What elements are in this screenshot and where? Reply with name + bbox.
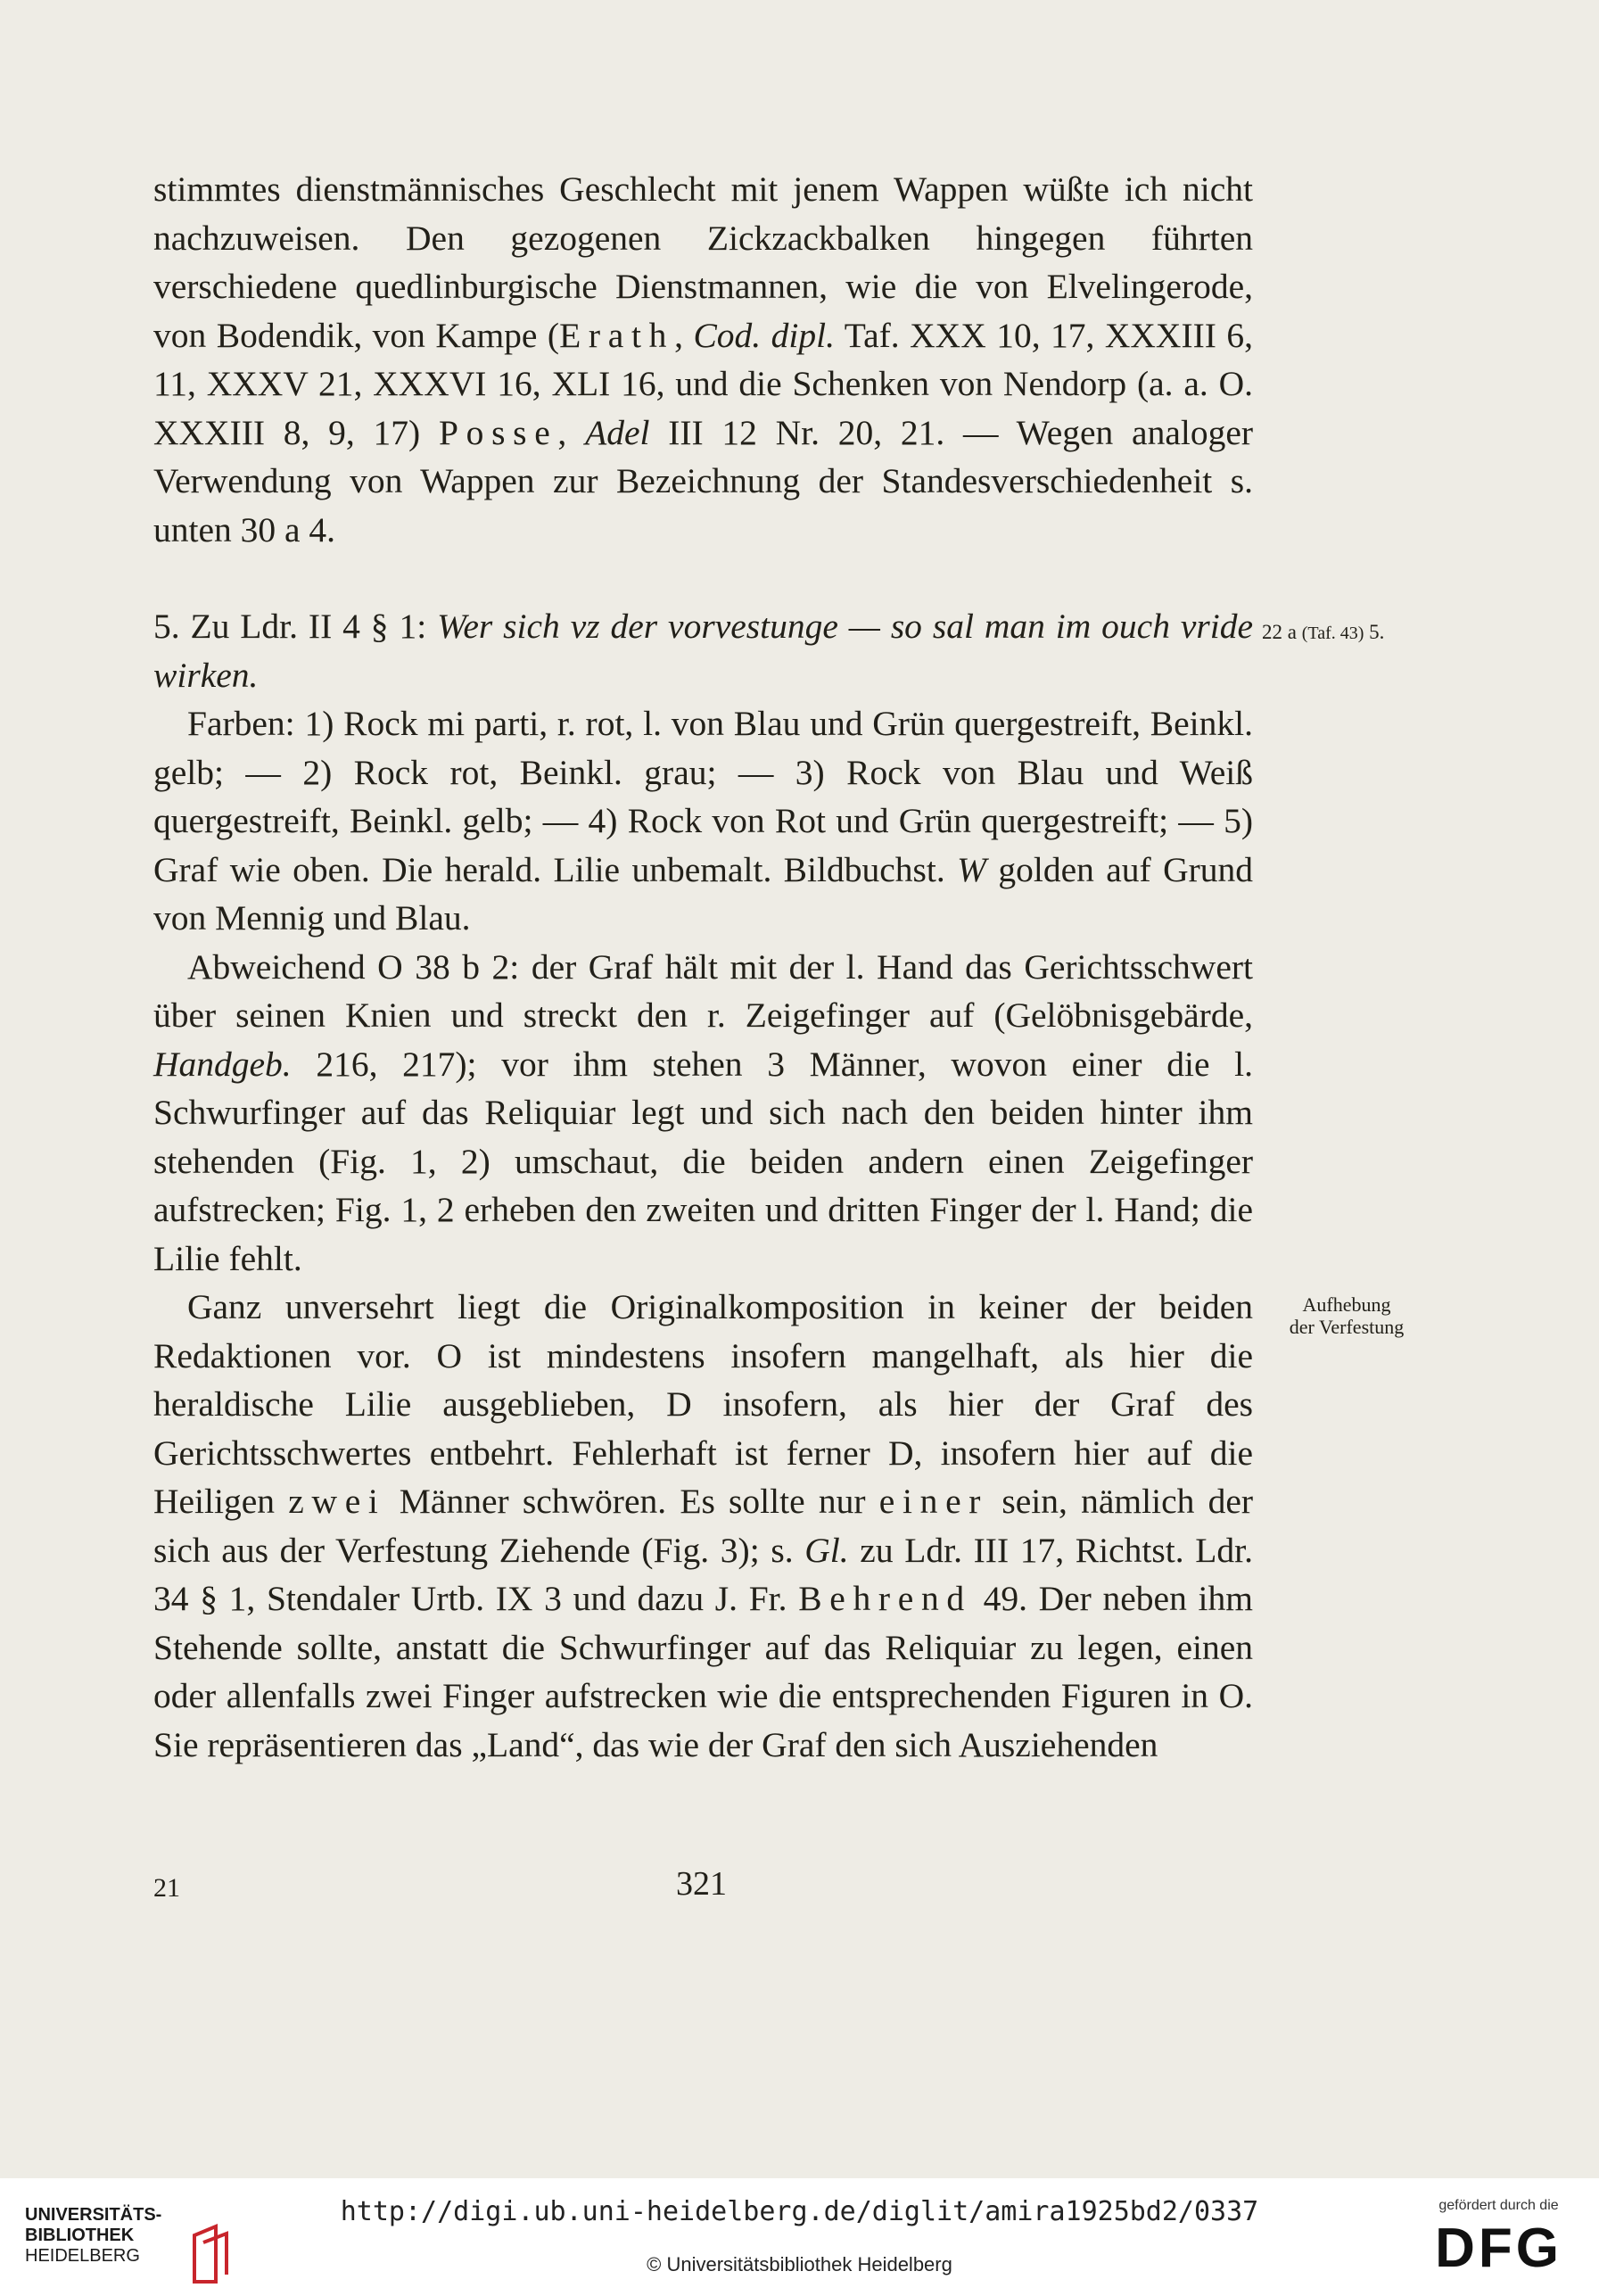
paragraph-composition	[153, 1283, 1253, 1769]
margin-heading-line1: Aufhebung	[1302, 1293, 1391, 1316]
paragraph-continuation	[153, 165, 1253, 554]
quoted-text: Wer sich vz der vorvestunge — so sal man im ouch vride wirken.	[153, 607, 1254, 695]
work-title: Cod. dipl.	[693, 315, 835, 355]
emphasis: einer	[878, 1482, 989, 1521]
text-run: Männer schwören. Es sollte nur	[385, 1482, 879, 1521]
funding-note: gefördert durch die	[1438, 2198, 1559, 2213]
author-name: Erath	[559, 315, 675, 355]
text-run: Farben: 1) Rock mi parti, r. rot, l. von Blau und Grün quergestreift, Beinkl. gelb; — 2) Rock rot, Beinkl. grau; — 3) Rock von Blau und Weiß quergestreift, Beinkl. gelb; — 4) Rock von Rot und Grün quergestreift; — 5) Graf wie oben. Die herald. Lilie unbemalt. Bildbuchst.	[153, 704, 1253, 889]
text-run: ,	[557, 412, 586, 452]
paragraph-deviation	[153, 943, 1253, 1284]
margin-heading-line2: der Verfestung	[1289, 1316, 1405, 1338]
text-run: Abweichend O 38 b 2: der Graf hält mit der l. Hand das Gerichtsschwert über seinen Knien und streckt den r. Zeigefinger auf (Gelöbnisgebärde,	[153, 946, 1253, 1035]
author-name: Posse	[438, 412, 558, 452]
signature-mark: 21	[153, 1873, 180, 1903]
work-title: Adel	[585, 412, 650, 452]
text-run: sein, nämlich der sich aus der Verfestung Ziehende (Fig. 3); s.	[153, 1482, 1254, 1570]
text-run: 49. Der neben ihm Stehende sollte, anstatt die Schwurfinger auf das Reliquiar zu legen, einen oder allenfalls zwei Finger aufstrecken wie die entsprechenden Figuren in O. Sie repräsentieren das „Land“, das wie der Graf den sich Ausziehenden	[153, 1579, 1253, 1764]
page-number: 321	[676, 1865, 727, 1903]
text-run: Taf. XXX 10, 17, XXXIII 6, 11, XXXV 21, XXXVI 16, XLI 16, und die Schenken von Nendorp (a. a. O. XXXIII 8, 9, 17)	[153, 315, 1254, 452]
text-run: 216, 217); vor ihm stehen 3 Männer, wovon einer die l. Schwurfinger auf das Reliquiar legt und sich nach den beiden hinter ihm stehenden (Fig. 1, 2) umschaut, die beiden andern einen Zeigefinger aufstrecken; Fig. 1, 2 erheben den zweiten und dritten Finger der l. Hand; die Lilie fehlt.	[153, 1044, 1253, 1278]
copyright-notice: © Universitätsbibliothek Heidelberg	[647, 2253, 952, 2275]
letter-w: W	[957, 849, 987, 889]
text-run: golden auf Grund von Mennig und Blau.	[153, 849, 1253, 937]
text-run: stimmtes dienstmännisches Geschlecht mit jenem Wappen wüßte ich nicht nachzuweisen. Den gezogenen Zickzackbalken hingegen führten verschiedene quedlinburgische Dienstmannen, wie die von Elvelingerode, von Bodendik, von Kampe (	[153, 169, 1253, 355]
body-text	[153, 165, 1253, 1769]
margin-heading	[1266, 1293, 1427, 1338]
text-run: Ganz unversehrt liegt die Originalkomposition in keiner der beiden Redaktionen vor. O ist mindestens insofern mangelhaft, als hier die heraldische Lilie ausgeblieben, D insofern, als hier der Graf des Gerichtsschwertes entbehrt. Fehlerhaft ist ferner D, insofern hier auf die Heiligen	[153, 1287, 1253, 1521]
library-footer	[0, 2178, 1599, 2296]
permalink-url[interactable]: http://digi.ub.uni-heidelberg.de/diglit/amira1925bd2/0337	[340, 2196, 1259, 2227]
work-title: Gl.	[804, 1530, 849, 1570]
margin-ref-plate: (Taf. 43)	[1301, 624, 1364, 643]
work-title: Handgeb.	[153, 1044, 292, 1084]
logo-text-line: UNIVERSITÄTS-	[25, 2205, 162, 2225]
logo-text-line: HEIDELBERG	[25, 2246, 140, 2266]
section-heading-paragraph	[153, 602, 1253, 699]
paragraph-colors	[153, 699, 1253, 943]
margin-reference	[1262, 620, 1384, 646]
author-name: Behrend	[798, 1579, 972, 1618]
logo-text-line: BIBLIOTHEK	[25, 2226, 135, 2245]
section-reference: 5. Zu Ldr. II 4 § 1:	[153, 607, 438, 646]
text-run: zu Ldr. III 17, Richtst. Ldr. 34 § 1, Stendaler Urtb. IX 3 und dazu J. Fr.	[153, 1530, 1253, 1618]
emphasis: zwei	[288, 1482, 386, 1521]
margin-ref-number: 22 a	[1262, 621, 1297, 643]
text-run: ,	[674, 315, 694, 355]
margin-ref-item: 5.	[1369, 621, 1385, 643]
dfg-logo[interactable]: DFG	[1435, 2218, 1562, 2279]
text-run: III 12 Nr. 20, 21. — Wegen analoger Verwendung von Wappen zur Bezeichnung der Standesverschiedenheit s. unten 30 a 4.	[153, 412, 1254, 549]
